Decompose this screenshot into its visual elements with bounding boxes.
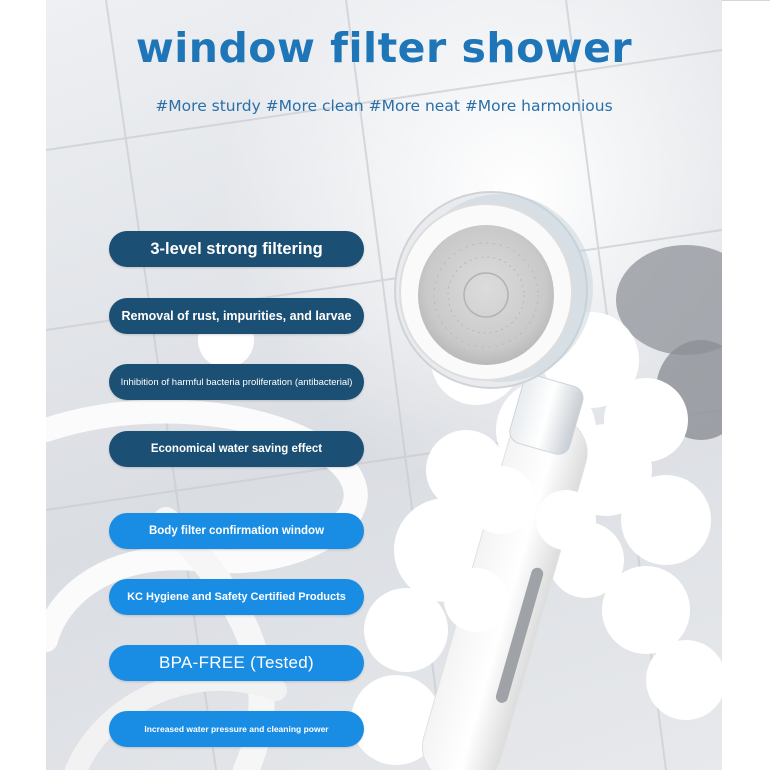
page-title: window filter shower	[135, 24, 633, 72]
feature-badge-label: Inhibition of harmful bacteria proliferation (antibacterial)	[120, 376, 353, 388]
feature-badge-confirmation-window	[109, 513, 364, 549]
feature-badge-water-saving	[109, 431, 364, 467]
product-banner	[46, 0, 722, 770]
feature-badge-label: KC Hygiene and Safety Certified Products	[127, 591, 346, 603]
feature-badge-label: BPA-FREE (Tested)	[159, 653, 314, 672]
feature-badge-label: 3-level strong filtering	[150, 239, 323, 258]
feature-badge-label: Removal of rust, impurities, and larvae	[121, 309, 352, 323]
feature-badge-label: Economical water saving effect	[150, 443, 323, 455]
feature-badge-label: Increased water pressure and cleaning power	[144, 724, 329, 734]
feature-badge-rust-removal	[109, 298, 364, 334]
feature-badge-kc-certified	[109, 579, 364, 615]
feature-badge-antibacterial	[109, 364, 364, 400]
feature-badge-bpa-free	[109, 645, 364, 681]
hashtag-line: #More sturdy #More clean #More neat #More harmonious	[155, 97, 613, 115]
feature-badge-filtering	[109, 231, 364, 267]
feature-badge-water-pressure	[109, 711, 364, 747]
top-divider-line	[722, 0, 770, 1]
feature-badge-label: Body filter confirmation window	[148, 525, 325, 537]
